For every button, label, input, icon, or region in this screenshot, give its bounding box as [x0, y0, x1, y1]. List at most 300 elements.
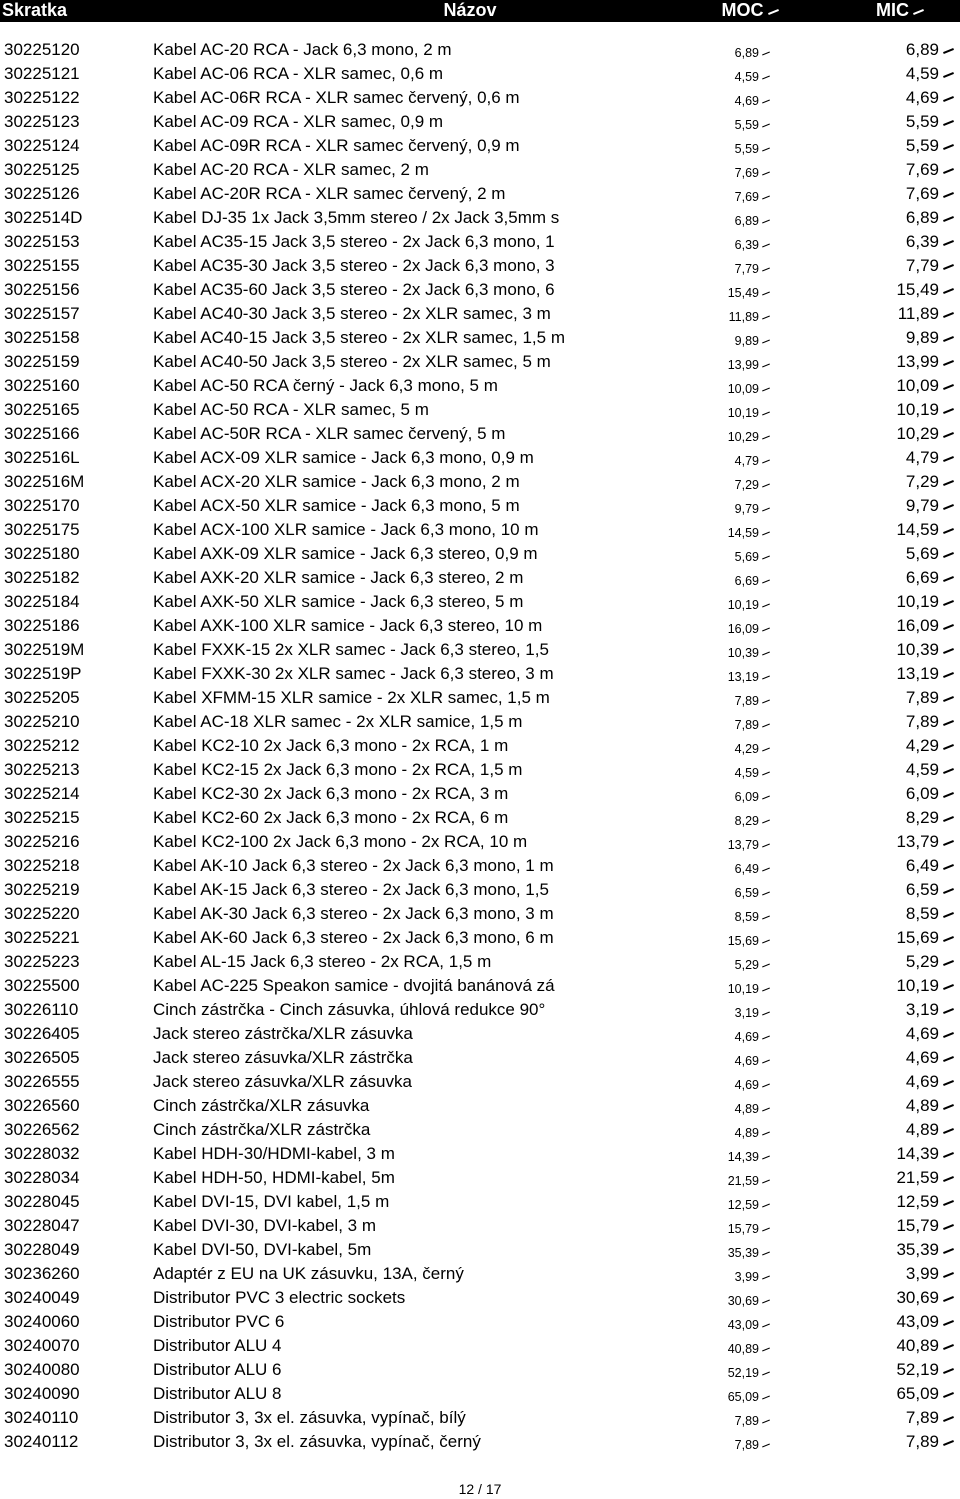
row-name: Kabel AC40-15 Jack 3,5 stereo - 2x XLR samec, 1,5 m — [153, 328, 565, 347]
row-code: 30225122 — [4, 88, 80, 107]
mic-value: 5,59 — [905, 112, 939, 131]
row-mic — [906, 88, 954, 108]
row-moc — [735, 787, 770, 807]
row-moc — [735, 43, 770, 63]
row-code: 3022519M — [4, 640, 85, 659]
mic-value: 6,39 — [905, 232, 939, 251]
moc-value: 9,89 — [734, 334, 759, 348]
table-row — [0, 902, 960, 926]
euro-icon — [762, 697, 770, 706]
moc-value: 10,19 — [727, 406, 759, 420]
row-moc — [735, 1027, 770, 1047]
euro-icon — [943, 357, 954, 368]
table-row — [0, 1334, 960, 1358]
euro-icon — [762, 817, 770, 826]
euro-icon — [762, 289, 770, 298]
row-name: Kabel KC2-60 2x Jack 6,3 mono - 2x RCA, 6 m — [153, 808, 509, 827]
moc-value: 6,89 — [734, 46, 759, 60]
euro-icon — [762, 577, 770, 586]
row-name: Kabel AXK-100 XLR samice - Jack 6,3 stereo, 10 m — [153, 616, 543, 635]
row-name: Kabel ACX-50 XLR samice - Jack 6,3 mono, 5 m — [153, 496, 520, 515]
row-name: Kabel ACX-09 XLR samice - Jack 6,3 mono, 0,9 m — [153, 448, 534, 467]
row-mic — [906, 496, 954, 516]
row-moc — [735, 67, 770, 87]
euro-icon — [762, 1105, 770, 1114]
table-row — [0, 1070, 960, 1094]
table-row — [0, 686, 960, 710]
mic-value: 30,69 — [896, 1288, 939, 1307]
euro-icon — [943, 477, 954, 488]
row-code: 30225158 — [4, 328, 80, 347]
row-code: 30240049 — [4, 1288, 80, 1307]
moc-value: 6,09 — [734, 790, 759, 804]
row-code: 30228034 — [4, 1168, 80, 1187]
mic-value: 13,79 — [896, 832, 939, 851]
mic-value: 7,69 — [905, 160, 939, 179]
euro-icon — [762, 1057, 770, 1066]
row-name: Cinch zástrčka - Cinch zásuvka, úhlová redukce 90° — [153, 1000, 546, 1019]
table-row — [0, 374, 960, 398]
moc-value: 7,29 — [734, 478, 759, 492]
mic-value: 4,89 — [905, 1096, 939, 1115]
euro-icon — [762, 481, 770, 490]
moc-value: 4,89 — [734, 1102, 759, 1116]
row-mic — [906, 1048, 954, 1068]
row-mic — [896, 1384, 954, 1404]
row-code: 30226405 — [4, 1024, 80, 1043]
row-mic — [906, 448, 954, 468]
moc-value: 9,79 — [734, 502, 759, 516]
table-row — [0, 878, 960, 902]
row-mic — [906, 328, 954, 348]
mic-value: 10,19 — [896, 592, 939, 611]
row-moc — [728, 1291, 770, 1311]
mic-value: 6,09 — [905, 784, 939, 803]
euro-icon — [762, 985, 770, 994]
row-name: Kabel FXXK-15 2x XLR samec - Jack 6,3 stereo, 1,5 — [153, 640, 549, 659]
row-code: 30240090 — [4, 1384, 80, 1403]
row-code: 30225160 — [4, 376, 80, 395]
row-name: Kabel KC2-30 2x Jack 6,3 mono - 2x RCA, 3 m — [153, 784, 509, 803]
euro-icon — [943, 213, 954, 224]
euro-icon — [943, 1197, 954, 1208]
euro-icon — [913, 6, 924, 17]
row-code: 30225175 — [4, 520, 80, 539]
row-name: Kabel FXXK-30 2x XLR samec - Jack 6,3 stereo, 3 m — [153, 664, 554, 683]
table-row — [0, 734, 960, 758]
row-name: Kabel ACX-20 XLR samice - Jack 6,3 mono, 2 m — [153, 472, 520, 491]
mic-value: 4,89 — [905, 1120, 939, 1139]
moc-value: 7,89 — [734, 1438, 759, 1452]
mic-value: 4,79 — [905, 448, 939, 467]
euro-icon — [762, 1393, 770, 1402]
mic-value: 4,59 — [905, 760, 939, 779]
moc-value: 4,29 — [734, 742, 759, 756]
column-header-mic — [850, 0, 950, 20]
mic-value: 7,69 — [905, 184, 939, 203]
row-name: Distributor PVC 3 electric sockets — [153, 1288, 406, 1307]
mic-value: 5,59 — [905, 136, 939, 155]
euro-icon — [762, 889, 770, 898]
row-name: Kabel AXK-50 XLR samice - Jack 6,3 stereo, 5 m — [153, 592, 524, 611]
moc-value: 8,29 — [734, 814, 759, 828]
row-moc — [735, 883, 770, 903]
row-moc — [735, 1003, 770, 1023]
row-moc — [728, 523, 770, 543]
row-name: Kabel DJ-35 1x Jack 3,5mm stereo / 2x Jack 3,5mm s — [153, 208, 560, 227]
euro-icon — [943, 189, 954, 200]
euro-icon — [943, 1413, 954, 1424]
moc-value: 3,19 — [734, 1006, 759, 1020]
moc-value: 6,59 — [734, 886, 759, 900]
row-mic — [896, 928, 954, 948]
euro-icon — [943, 1053, 954, 1064]
row-code: 30225220 — [4, 904, 80, 923]
euro-icon — [762, 361, 770, 370]
row-code: 3022516M — [4, 472, 85, 491]
moc-value: 65,09 — [727, 1390, 759, 1404]
row-code: 30226562 — [4, 1120, 80, 1139]
moc-value: 4,59 — [734, 70, 759, 84]
euro-icon — [943, 765, 954, 776]
row-moc — [735, 547, 770, 567]
table-row — [0, 1238, 960, 1262]
row-name: Kabel AL-15 Jack 6,3 stereo - 2x RCA, 1,5 m — [153, 952, 492, 971]
row-code: 30225180 — [4, 544, 80, 563]
euro-icon — [762, 841, 770, 850]
row-name: Kabel HDH-50, HDMI-kabel, 5m — [153, 1168, 395, 1187]
row-name: Jack stereo zásuvka/XLR zásuvka — [153, 1072, 412, 1091]
table-row — [0, 470, 960, 494]
moc-value: 10,19 — [727, 598, 759, 612]
row-code: 30225500 — [4, 976, 80, 995]
euro-icon — [762, 1249, 770, 1258]
euro-icon — [762, 1033, 770, 1042]
row-mic — [896, 1240, 954, 1260]
row-name: Kabel AC40-50 Jack 3,5 stereo - 2x XLR samec, 5 m — [153, 352, 551, 371]
table-row — [0, 1190, 960, 1214]
column-header-name: Názov — [443, 0, 497, 20]
euro-icon — [943, 1317, 954, 1328]
euro-icon — [762, 1225, 770, 1234]
column-header-code: Skratka — [2, 0, 68, 20]
row-moc — [728, 1315, 770, 1335]
euro-icon — [762, 145, 770, 154]
row-moc — [735, 1267, 770, 1287]
table-row — [0, 518, 960, 542]
row-mic — [896, 592, 954, 612]
table-row — [0, 302, 960, 326]
row-code: 30226505 — [4, 1048, 80, 1067]
table-row — [0, 206, 960, 230]
page-number: 12 / 17 — [458, 1481, 502, 1497]
mic-value: 6,59 — [905, 880, 939, 899]
euro-icon — [762, 1297, 770, 1306]
table-row — [0, 1214, 960, 1238]
moc-value: 13,99 — [727, 358, 759, 372]
euro-icon — [943, 1365, 954, 1376]
table-row — [0, 566, 960, 590]
euro-icon — [943, 1125, 954, 1136]
row-mic — [906, 184, 954, 204]
euro-icon — [762, 1441, 770, 1450]
row-code: 3022516L — [4, 448, 80, 467]
table-row — [0, 1142, 960, 1166]
row-code: 30225124 — [4, 136, 80, 155]
euro-icon — [943, 573, 954, 584]
row-moc — [728, 283, 770, 303]
table-row — [0, 710, 960, 734]
row-name: Kabel AC-20 RCA - Jack 6,3 mono, 2 m — [153, 40, 452, 59]
row-moc — [728, 1195, 770, 1215]
table-row — [0, 38, 960, 62]
row-mic — [896, 1168, 954, 1188]
moc-value: 30,69 — [727, 1294, 759, 1308]
euro-icon — [943, 1245, 954, 1256]
euro-icon — [943, 1269, 954, 1280]
euro-icon — [762, 49, 770, 58]
row-name: Distributor ALU 6 — [153, 1360, 282, 1379]
row-mic — [906, 1000, 954, 1020]
row-code: 30225212 — [4, 736, 80, 755]
moc-value: 21,59 — [727, 1174, 759, 1188]
row-mic — [906, 1264, 954, 1284]
row-moc — [735, 115, 770, 135]
mic-value: 10,39 — [896, 640, 939, 659]
row-name: Kabel AXK-09 XLR samice - Jack 6,3 stereo, 0,9 m — [153, 544, 538, 563]
moc-value: 43,09 — [727, 1318, 759, 1332]
mic-value: 4,69 — [905, 1048, 939, 1067]
mic-value: 4,69 — [905, 1024, 939, 1043]
row-moc — [728, 427, 770, 447]
euro-icon — [943, 741, 954, 752]
moc-value: 6,69 — [734, 574, 759, 588]
euro-icon — [943, 813, 954, 824]
table-row — [0, 830, 960, 854]
euro-icon — [943, 933, 954, 944]
row-moc — [728, 979, 770, 999]
row-code: 30225184 — [4, 592, 80, 611]
row-moc — [728, 1147, 770, 1167]
euro-icon — [943, 381, 954, 392]
row-moc — [728, 835, 770, 855]
euro-icon — [762, 913, 770, 922]
mic-value: 52,19 — [896, 1360, 939, 1379]
row-code: 30225215 — [4, 808, 80, 827]
row-name: Kabel AC-225 Speakon samice - dvojitá banánová zá — [153, 976, 555, 995]
row-moc — [735, 163, 770, 183]
euro-icon — [762, 625, 770, 634]
euro-icon — [762, 433, 770, 442]
row-name: Kabel AC-06R RCA - XLR samec červený, 0,6 m — [153, 88, 520, 107]
row-code: 30225170 — [4, 496, 80, 515]
euro-icon — [762, 1201, 770, 1210]
moc-value: 15,79 — [727, 1222, 759, 1236]
euro-icon — [943, 237, 954, 248]
table-row — [0, 134, 960, 158]
row-name: Jack stereo zástrčka/XLR zásuvka — [153, 1024, 413, 1043]
table-row — [0, 86, 960, 110]
moc-value: 7,69 — [734, 166, 759, 180]
moc-value: 8,59 — [734, 910, 759, 924]
row-code: 30225221 — [4, 928, 80, 947]
row-name: Kabel KC2-15 2x Jack 6,3 mono - 2x RCA, 1,5 m — [153, 760, 523, 779]
row-name: Kabel DVI-15, DVI kabel, 1,5 m — [153, 1192, 390, 1211]
mic-value: 4,29 — [905, 736, 939, 755]
euro-icon — [762, 769, 770, 778]
row-name: Kabel AC-50 RCA černý - Jack 6,3 mono, 5 m — [153, 376, 498, 395]
euro-icon — [762, 601, 770, 610]
table-row — [0, 1358, 960, 1382]
euro-icon — [762, 1081, 770, 1090]
mic-value: 5,69 — [905, 544, 939, 563]
table-row — [0, 326, 960, 350]
row-mic — [896, 976, 954, 996]
row-mic — [896, 640, 954, 660]
row-mic — [896, 1288, 954, 1308]
table-row — [0, 662, 960, 686]
row-mic — [896, 616, 954, 636]
row-mic — [896, 832, 954, 852]
row-name: Distributor 3, 3x el. zásuvka, vypínač, černý — [153, 1432, 481, 1451]
euro-icon — [762, 865, 770, 874]
row-name: Kabel KC2-100 2x Jack 6,3 mono - 2x RCA, 10 m — [153, 832, 528, 851]
row-code: 30225123 — [4, 112, 80, 131]
row-mic — [906, 136, 954, 156]
table-row — [0, 422, 960, 446]
row-mic — [906, 808, 954, 828]
euro-icon — [943, 1005, 954, 1016]
row-mic — [896, 400, 954, 420]
mic-value: 7,89 — [905, 712, 939, 731]
row-mic — [906, 760, 954, 780]
row-code: 30225120 — [4, 40, 80, 59]
euro-icon — [762, 1153, 770, 1162]
row-name: Kabel DVI-50, DVI-kabel, 5m — [153, 1240, 372, 1259]
euro-icon — [762, 265, 770, 274]
moc-value: 7,89 — [734, 718, 759, 732]
euro-icon — [943, 909, 954, 920]
table-row — [0, 854, 960, 878]
table-row — [0, 782, 960, 806]
row-moc — [735, 739, 770, 759]
row-mic — [906, 784, 954, 804]
mic-value: 14,39 — [896, 1144, 939, 1163]
row-name: Distributor ALU 8 — [153, 1384, 282, 1403]
row-mic — [906, 1096, 954, 1116]
row-code: 30225155 — [4, 256, 80, 275]
row-moc — [735, 235, 770, 255]
row-name: Distributor 3, 3x el. zásuvka, vypínač, bílý — [153, 1408, 466, 1427]
table-row — [0, 1166, 960, 1190]
row-name: Kabel HDH-30/HDMI-kabel, 3 m — [153, 1144, 395, 1163]
table-row — [0, 638, 960, 662]
euro-icon — [943, 285, 954, 296]
table-row — [0, 1022, 960, 1046]
row-code: 30225121 — [4, 64, 80, 83]
euro-icon — [943, 621, 954, 632]
euro-icon — [943, 1389, 954, 1400]
row-mic — [896, 1192, 954, 1212]
row-name: Kabel AK-60 Jack 6,3 stereo - 2x Jack 6,3 mono, 6 m — [153, 928, 554, 947]
mic-value: 16,09 — [896, 616, 939, 635]
row-moc — [728, 1171, 770, 1191]
moc-value: 12,59 — [727, 1198, 759, 1212]
euro-icon — [762, 1009, 770, 1018]
table-row — [0, 974, 960, 998]
row-name: Kabel XFMM-15 XLR samice - 2x XLR samec, 1,5 m — [153, 688, 550, 707]
row-moc — [735, 139, 770, 159]
mic-value: 10,09 — [896, 376, 939, 395]
row-mic — [896, 1144, 954, 1164]
row-code: 3022514D — [4, 208, 83, 227]
table-row — [0, 110, 960, 134]
row-moc — [735, 187, 770, 207]
row-name: Kabel DVI-30, DVI-kabel, 3 m — [153, 1216, 376, 1235]
row-name: Kabel AC-20 RCA - XLR samec, 2 m — [153, 160, 429, 179]
row-name: Cinch zástrčka/XLR zástrčka — [153, 1120, 371, 1139]
euro-icon — [762, 457, 770, 466]
moc-value: 6,49 — [734, 862, 759, 876]
euro-icon — [943, 453, 954, 464]
row-moc — [735, 1099, 770, 1119]
moc-value: 40,89 — [727, 1342, 759, 1356]
moc-value: 13,79 — [727, 838, 759, 852]
euro-icon — [762, 241, 770, 250]
row-mic — [906, 112, 954, 132]
moc-value: 14,59 — [727, 526, 759, 540]
mic-value: 8,59 — [905, 904, 939, 923]
euro-icon — [943, 333, 954, 344]
mic-value: 6,89 — [905, 208, 939, 227]
mic-value: 3,99 — [905, 1264, 939, 1283]
euro-icon — [943, 861, 954, 872]
table-row — [0, 350, 960, 374]
row-name: Kabel KC2-10 2x Jack 6,3 mono - 2x RCA, 1 m — [153, 736, 509, 755]
row-mic — [896, 352, 954, 372]
mic-value: 5,29 — [905, 952, 939, 971]
row-name: Kabel AC-18 XLR samec - 2x XLR samice, 1,5 m — [153, 712, 523, 731]
row-moc — [735, 1123, 770, 1143]
euro-icon — [943, 1341, 954, 1352]
euro-icon — [943, 669, 954, 680]
row-code: 30226110 — [4, 1000, 79, 1019]
table-row — [0, 542, 960, 566]
moc-value: 14,39 — [727, 1150, 759, 1164]
euro-icon — [943, 501, 954, 512]
row-code: 30225156 — [4, 280, 80, 299]
table-row — [0, 230, 960, 254]
row-name: Kabel AC-09 RCA - XLR samec, 0,9 m — [153, 112, 444, 131]
mic-value: 65,09 — [896, 1384, 939, 1403]
row-mic — [906, 880, 954, 900]
euro-icon — [943, 429, 954, 440]
row-code: 30228049 — [4, 1240, 80, 1259]
euro-icon — [943, 981, 954, 992]
row-mic — [896, 664, 954, 684]
euro-icon — [943, 693, 954, 704]
row-mic — [906, 1408, 954, 1428]
euro-icon — [762, 721, 770, 730]
row-code: 3022519P — [4, 664, 82, 683]
row-mic — [896, 1312, 954, 1332]
euro-icon — [943, 45, 954, 56]
euro-icon — [762, 1273, 770, 1282]
row-code: 30228045 — [4, 1192, 80, 1211]
row-mic — [906, 856, 954, 876]
row-name: Kabel AC-50 RCA - XLR samec, 5 m — [153, 400, 429, 419]
euro-icon — [943, 165, 954, 176]
